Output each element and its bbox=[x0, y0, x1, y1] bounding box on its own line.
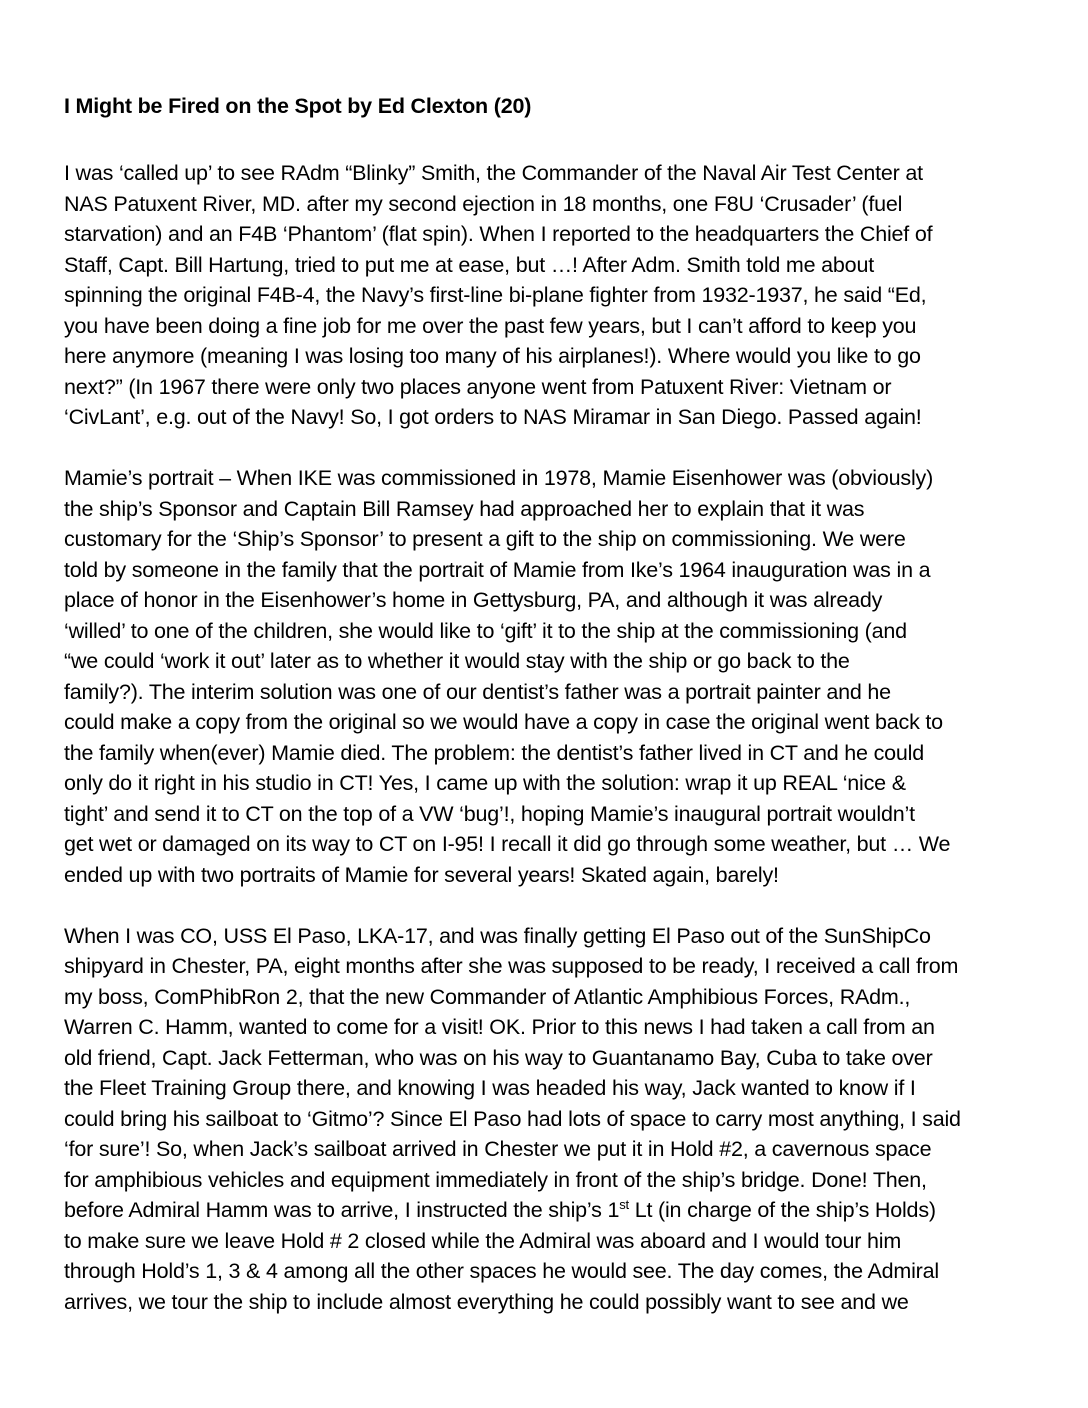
ordinal-superscript: st bbox=[619, 1196, 629, 1212]
text-line bbox=[64, 646, 1036, 677]
paragraph-1 bbox=[64, 158, 1036, 433]
text-line-content: ‘willed’ to one of the children, she would like to ‘gift’ it to the ship at the commissioning (and bbox=[64, 618, 907, 643]
text-line bbox=[64, 738, 1036, 769]
text-line-content: Staff, Capt. Bill Hartung, tried to put me at ease, but …! After Adm. Smith told me about bbox=[64, 252, 874, 277]
text-line bbox=[64, 1104, 1036, 1135]
text-line bbox=[64, 494, 1036, 525]
text-line bbox=[64, 372, 1036, 403]
text-line bbox=[64, 1256, 1036, 1287]
text-line-content: the family when(ever) Mamie died. The problem: the dentist’s father lived in CT and he could bbox=[64, 740, 924, 765]
text-line-content: old friend, Capt. Jack Fetterman, who was on his way to Guantanamo Bay, Cuba to take over bbox=[64, 1045, 933, 1070]
paragraph-spacer bbox=[64, 433, 1036, 464]
text-line bbox=[64, 1134, 1036, 1165]
text-line-content: place of honor in the Eisenhower’s home in Gettysburg, PA, and although it was already bbox=[64, 588, 883, 612]
text-line bbox=[64, 1165, 1036, 1196]
text-line bbox=[64, 799, 1036, 830]
text-line bbox=[64, 829, 1036, 860]
text-line-content: here anymore (meaning I was losing too many of his airplanes!). Where would you like to go bbox=[64, 344, 921, 368]
text-line bbox=[64, 585, 1036, 616]
text-line-content: next?” (In 1967 there were only two places anyone went from Patuxent River: Vietnam or bbox=[64, 374, 892, 399]
text-line bbox=[64, 311, 1036, 342]
text-line-content: Warren C. Hamm, wanted to come for a visit! OK. Prior to this news I had taken a call from an bbox=[64, 1015, 935, 1039]
text-line bbox=[64, 921, 1036, 952]
text-line bbox=[64, 768, 1036, 799]
text-line bbox=[64, 189, 1036, 220]
text-line-content: Mamie’s portrait – When IKE was commissioned in 1978, Mamie Eisenhower was (obviously) bbox=[64, 466, 934, 490]
text-line bbox=[64, 250, 1036, 281]
text-line bbox=[64, 1043, 1036, 1074]
text-line-content: through Hold’s 1, 3 & 4 among all the other spaces he would see. The day comes, the Admiral bbox=[64, 1259, 939, 1283]
text-line-content: to make sure we leave Hold # 2 closed while the Admiral was aboard and I would tour him bbox=[64, 1228, 902, 1253]
text-line bbox=[64, 707, 1036, 738]
text-line-content: family?). The interim solution was one of our dentist’s father was a portrait painter and he bbox=[64, 679, 891, 704]
text-line-content: could make a copy from the original so we would have a copy in case the original went back to bbox=[64, 710, 943, 734]
text-line bbox=[64, 860, 1036, 891]
document-body bbox=[64, 91, 1036, 1317]
text-line-content: NAS Patuxent River, MD. after my second ejection in 18 months, one F8U ‘Crusader’ (fuel bbox=[64, 191, 903, 216]
text-line bbox=[64, 555, 1036, 586]
text-line-content: ended up with two portraits of Mamie for several years! Skated again, barely! bbox=[64, 862, 779, 887]
text-line-content: the Fleet Training Group there, and knowing I was headed his way, Jack wanted to know if I bbox=[64, 1076, 916, 1100]
text-line-content: you have been doing a fine job for me over the past few years, but I can’t afford to keep you bbox=[64, 313, 917, 338]
text-line bbox=[64, 1287, 1036, 1318]
text-line-content: ‘for sure’! So, when Jack’s sailboat arrived in Chester we put it in Hold #2, a cavernous space bbox=[64, 1137, 932, 1161]
text-line-content: could bring his sailboat to ‘Gitmo’? Since El Paso had lots of space to carry most anything, I said bbox=[64, 1106, 961, 1131]
paragraph-3 bbox=[64, 921, 1036, 1318]
text-line-content: When I was CO, USS El Paso, LKA-17, and was finally getting El Paso out of the SunShipCo bbox=[64, 923, 931, 948]
text-line-content: I was ‘called up’ to see RAdm “Blinky” Smith, the Commander of the Naval Air Test Center at bbox=[64, 161, 923, 185]
text-line bbox=[64, 1073, 1036, 1104]
text-line-content: ‘CivLant’, e.g. out of the Navy! So, I got orders to NAS Miramar in San Diego. Passed again! bbox=[64, 405, 922, 429]
text-line-content: my boss, ComPhibRon 2, that the new Commander of Atlantic Amphibious Forces, RAdm., bbox=[64, 984, 911, 1009]
text-line bbox=[64, 463, 1036, 494]
text-line bbox=[64, 982, 1036, 1013]
text-line-content: get wet or damaged on its way to CT on I-95! I recall it did go through some weather, but … We bbox=[64, 832, 951, 856]
text-line bbox=[64, 677, 1036, 708]
document-title: I Might be Fired on the Spot by Ed Clexton (20) bbox=[64, 94, 532, 118]
text-line-content: the ship’s Sponsor and Captain Bill Ramsey had approached her to explain that it was bbox=[64, 496, 865, 521]
text-line-content: arrives, we tour the ship to include almost everything he could possibly want to see and we bbox=[64, 1289, 909, 1314]
text-line bbox=[64, 402, 1036, 433]
text-line-content: only do it right in his studio in CT! Yes, I came up with the solution: wrap it up REAL ‘nice & bbox=[64, 771, 906, 795]
text-line-content: told by someone in the family that the portrait of Mamie from Ike’s 1964 inauguration was in a bbox=[64, 557, 931, 582]
text-line-content: for amphibious vehicles and equipment immediately in front of the ship’s bridge. Done! Then, bbox=[64, 1167, 927, 1192]
text-line-content: shipyard in Chester, PA, eight months after she was supposed to be ready, I received a call from bbox=[64, 954, 959, 978]
text-line-continuation: Lt (in charge of the ship’s Holds) bbox=[628, 1198, 936, 1222]
text-line bbox=[64, 1226, 1036, 1257]
text-line bbox=[64, 951, 1036, 982]
text-line-content: starvation) and an F4B ‘Phantom’ (flat spin). When I reported to the headquarters the Chief of bbox=[64, 222, 933, 246]
text-line-content: before Admiral Hamm was to arrive, I instructed the ship’s 1 bbox=[64, 1198, 620, 1222]
paragraph-spacer bbox=[64, 890, 1036, 921]
text-line-content: tight’ and send it to CT on the top of a VW ‘bug’!, hoping Mamie’s inaugural portrait wouldn’t bbox=[64, 801, 915, 826]
paragraph-2 bbox=[64, 463, 1036, 890]
text-line bbox=[64, 524, 1036, 555]
text-line bbox=[64, 280, 1036, 311]
text-line-content: customary for the ‘Ship’s Sponsor’ to present a gift to the ship on commissioning. We were bbox=[64, 527, 906, 551]
text-line bbox=[64, 616, 1036, 647]
text-line bbox=[64, 341, 1036, 372]
text-line bbox=[64, 1195, 1036, 1226]
text-line bbox=[64, 219, 1036, 250]
paragraph-spacer bbox=[64, 128, 1036, 159]
text-line bbox=[64, 158, 1036, 189]
text-line-content: “we could ‘work it out’ later as to whether it would stay with the ship or go back to the bbox=[64, 649, 850, 673]
text-line bbox=[64, 1012, 1036, 1043]
text-line-content: spinning the original F4B-4, the Navy’s first-line bi-plane fighter from 1932-1937, he said “Ed, bbox=[64, 283, 927, 307]
